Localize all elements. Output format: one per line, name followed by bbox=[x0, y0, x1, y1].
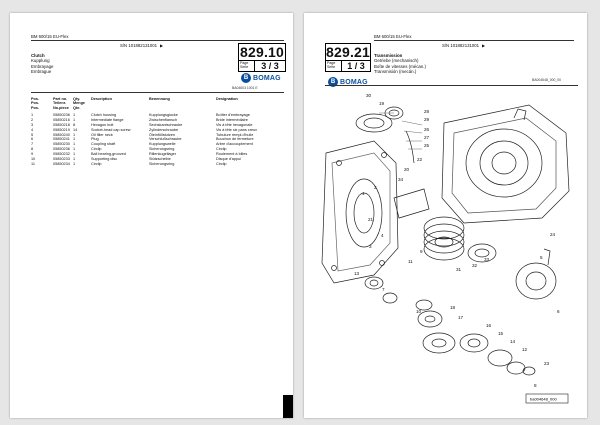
title-fr: Boîte de vitesses (mécan.) bbox=[374, 63, 426, 69]
page-fraction: 3 / 3 bbox=[261, 61, 279, 71]
table-cell: Socket-head cap screw bbox=[91, 127, 131, 132]
title-en: Transmission bbox=[374, 53, 403, 58]
table-cell: Sicherungsring bbox=[149, 147, 175, 152]
callout-label: 19 bbox=[379, 101, 385, 106]
callout-label: 28 bbox=[424, 109, 430, 114]
model-name: BM 600/15 EU-Flex bbox=[374, 34, 574, 41]
table-cell: Bride intermédiaire bbox=[216, 118, 248, 123]
arrow-right-icon: ▶ bbox=[160, 43, 164, 48]
callout-label: 24 bbox=[550, 232, 556, 237]
table-cell: Oil filler neck bbox=[91, 132, 113, 137]
table-cell: 10 bbox=[31, 156, 36, 161]
title-en: Clutch bbox=[31, 53, 45, 58]
callout-label: 5 bbox=[540, 255, 543, 260]
table-cell: Circlip bbox=[216, 161, 227, 166]
table-cell: 1 bbox=[73, 151, 76, 156]
table-cell: 7 bbox=[31, 142, 34, 147]
table-cell: 1 bbox=[73, 113, 76, 118]
table-cell: 05850236 bbox=[53, 113, 70, 118]
table-row bbox=[31, 162, 284, 167]
serial-number: S/N 101882131001 ▶ bbox=[120, 43, 164, 48]
table-cell: Sicherungsring bbox=[149, 161, 175, 166]
table-cell: 6 bbox=[31, 137, 34, 142]
title-es: Transmisión (mecán.) bbox=[374, 69, 417, 75]
callout-label: 17 bbox=[458, 315, 464, 320]
brand-logo: B BOMAG bbox=[328, 77, 368, 87]
table-cell: 05850241 bbox=[53, 137, 70, 142]
page-label: Page Seite bbox=[239, 61, 255, 71]
table-cell: 05850233 bbox=[53, 156, 70, 161]
table-cell: 05850232 bbox=[53, 151, 70, 156]
table-cell: Hexagon bolt bbox=[91, 122, 114, 127]
table-cell: Ball bearing,grooved bbox=[91, 151, 126, 156]
model-name: BM 600/15 EU-Flex bbox=[31, 34, 284, 41]
callout-label: 26 bbox=[424, 127, 430, 132]
table-cell: Zwischenflansch bbox=[149, 118, 178, 123]
table-cell: 1 bbox=[73, 142, 76, 147]
drawing-reference: BA004648_000_00 bbox=[532, 78, 562, 82]
table-header: Pos. Pos. Pos. Part no. Teilenr. No.piece Qty. Menge Qte. Description Benennung Designation bbox=[31, 97, 238, 110]
table-cell: Rillenkugellager bbox=[149, 151, 177, 156]
table-cell: Arbre d'accouplement bbox=[216, 142, 253, 147]
callout-label: 13 bbox=[354, 271, 360, 276]
table-cell: 3 bbox=[31, 122, 34, 127]
callout-label: 33 bbox=[484, 257, 490, 262]
table-cell: 5 bbox=[31, 132, 34, 137]
callout-label: 10 bbox=[416, 309, 422, 314]
table-cell: 05850216 bbox=[53, 118, 70, 123]
table-cell: Bouchon de fermeture bbox=[216, 137, 254, 142]
callout-label: 1 bbox=[362, 191, 365, 196]
drawing-linework bbox=[322, 105, 569, 375]
page-number-box bbox=[238, 43, 286, 72]
callout-label: 14 bbox=[510, 339, 516, 344]
callout-label: 9 bbox=[420, 249, 423, 254]
table-cell: 1 bbox=[73, 147, 76, 152]
table-cell: Clutch housing bbox=[91, 113, 117, 118]
table-cell: Circlip bbox=[216, 147, 227, 152]
exploded-view-drawing bbox=[304, 13, 587, 418]
callout-label: 20 bbox=[404, 167, 410, 172]
callout-label: 3 bbox=[369, 244, 372, 249]
table-cell: Intermediate flange bbox=[91, 118, 124, 123]
table-cell: 05850234 bbox=[53, 161, 70, 166]
table-cell: 8 bbox=[31, 147, 34, 152]
table-cell: 2 bbox=[31, 118, 34, 123]
callout-label: 12 bbox=[522, 347, 528, 352]
callout-label: 34 bbox=[398, 177, 404, 182]
serial-number: S/N 101882131001 ▶ bbox=[442, 43, 486, 48]
table-cell: 1 bbox=[73, 118, 76, 123]
table-cell: 1 bbox=[73, 156, 76, 161]
table-cell: 9 bbox=[31, 151, 34, 156]
table-cell: 1 bbox=[73, 161, 76, 166]
title-fr: Embrayage bbox=[31, 63, 54, 69]
table-cell: 4 bbox=[31, 127, 34, 132]
callout-label: 23 bbox=[544, 361, 550, 366]
page-label: Page Seite bbox=[326, 61, 342, 71]
section-titles bbox=[31, 53, 53, 75]
drawing-reference: BA04603 1001 E bbox=[232, 86, 258, 90]
page-fraction: 1 / 3 bbox=[347, 61, 365, 71]
title-es: Embrague bbox=[31, 69, 52, 75]
table-cell: Boîtier d'embrayage bbox=[216, 113, 250, 118]
table-cell: Plug bbox=[91, 137, 99, 142]
divider bbox=[31, 92, 284, 93]
table-cell: 1 bbox=[31, 113, 34, 118]
callout-label: 11 bbox=[408, 259, 413, 264]
table-cell: Stützscheibe bbox=[149, 156, 171, 161]
bomag-logo-icon: B bbox=[328, 77, 338, 87]
table-cell: 05850236 bbox=[53, 147, 70, 152]
table-cell: 05850230 bbox=[53, 142, 70, 147]
table-cell: 8 bbox=[73, 122, 76, 127]
table-cell: Roulement à billes bbox=[216, 151, 248, 156]
table-cell: Öleinfüllstutzen bbox=[149, 132, 175, 137]
parts-table bbox=[31, 97, 284, 167]
callout-label: 4 bbox=[381, 233, 384, 238]
table-cell: Zylinderschraube bbox=[149, 127, 179, 132]
table-cell: 05850218 bbox=[53, 122, 70, 127]
callout-label: 18 bbox=[450, 305, 456, 310]
page-number: 829.10 bbox=[239, 44, 285, 60]
callout-label: 29 bbox=[424, 117, 430, 122]
table-cell: Coupling shaft bbox=[91, 142, 116, 147]
table-cell: 11 bbox=[31, 161, 35, 166]
table-cell: Verschlußschraube bbox=[149, 137, 182, 142]
table-cell: Sechskantschraube bbox=[149, 122, 183, 127]
callout-label: 31 bbox=[456, 267, 462, 272]
table-cell: Circlip bbox=[91, 161, 102, 166]
table-cell: 05850240 bbox=[53, 132, 70, 137]
table-cell: 05850219 bbox=[53, 127, 70, 132]
callout-label: 27 bbox=[424, 135, 430, 140]
callout-label: 8 bbox=[534, 383, 537, 388]
brand-logo: B BOMAG bbox=[241, 73, 281, 83]
table-cell: 14 bbox=[73, 127, 78, 132]
callout-label: 22 bbox=[417, 157, 423, 162]
callout-label: 7 bbox=[382, 287, 385, 292]
callout-label: 25 bbox=[424, 143, 430, 148]
table-cell: Vis à tête six pans creux bbox=[216, 127, 258, 132]
image-reference: ba004648_000 bbox=[530, 396, 557, 402]
arrow-right-icon: ▶ bbox=[482, 43, 486, 48]
callout-label: 6 bbox=[557, 309, 560, 314]
table-cell: Kupplungsglocke bbox=[149, 113, 178, 118]
table-cell: Vis à tête hexagonale bbox=[216, 122, 253, 127]
bomag-logo-icon: B bbox=[241, 73, 251, 83]
table-cell: 1 bbox=[73, 137, 76, 142]
title-de: Getriebe (mechanisch) bbox=[374, 58, 419, 64]
table-cell: Kupplungswelle bbox=[149, 142, 176, 147]
callout-label: 2 bbox=[374, 185, 377, 190]
parts-list-page bbox=[10, 13, 293, 418]
callout-label: 32 bbox=[472, 263, 478, 268]
callout-label: 16 bbox=[486, 323, 492, 328]
table-cell: 1 bbox=[73, 132, 76, 137]
table-cell: Supporting disc bbox=[91, 156, 118, 161]
callout-label: 30 bbox=[366, 93, 372, 98]
callout-label: 21 bbox=[368, 217, 374, 222]
callout-label: 15 bbox=[498, 331, 504, 336]
table-cell: Disque d'appui bbox=[216, 156, 242, 161]
page-tab-marker bbox=[283, 395, 293, 418]
table-cell: Tubulure rempl.d'huile bbox=[216, 132, 254, 137]
title-de: Kupplung bbox=[31, 58, 50, 64]
exploded-diagram-page bbox=[304, 13, 587, 418]
page-number: 829.21 bbox=[326, 44, 371, 60]
table-cell: Circlip bbox=[91, 147, 102, 152]
